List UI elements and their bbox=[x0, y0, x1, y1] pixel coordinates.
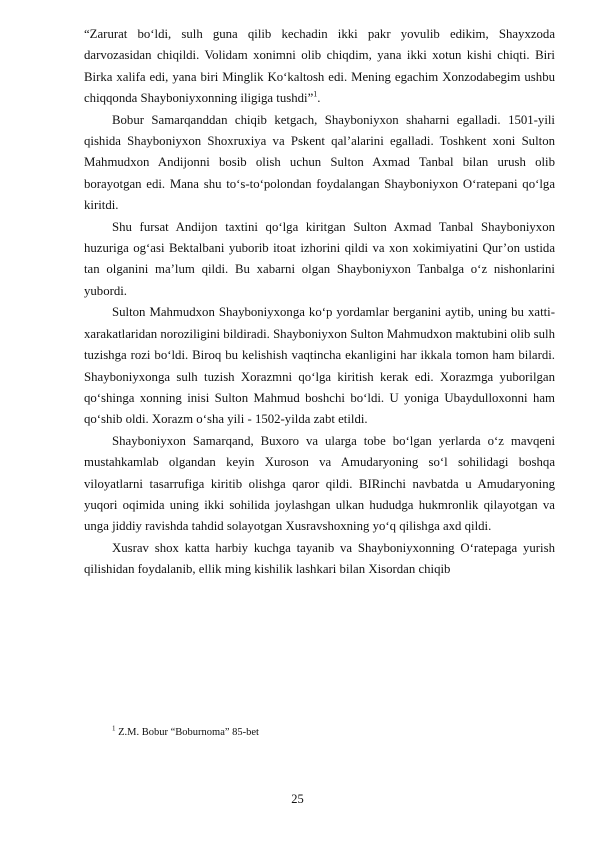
paragraph-5: Shayboniyxon Samarqand, Buxoro va ularga tobe bo‘lgan yerlarda o‘z mavqeni mustahkamlab olgandan keyin Xuroson va Amudaryoning so‘l sohilidagi boshqa viloyatlarni tasarrufiga kiritib olishga qaror qildi. BIRinchi navbatda u Amudaryoning yuqori oqimida uning ikki sohilida joylashgan ulkan hududga hukmronlik qilayotgan va unga jiddiy ravishda tahdid solayotgan Xusravshoxning yo‘q qilishga axd qildi. bbox=[84, 433, 555, 534]
document-body bbox=[84, 24, 555, 581]
paragraph-quote bbox=[84, 24, 555, 110]
paragraph-6: Xusrav shox katta harbiy kuchga tayanib va Shayboniyxonning O‘ratepaga yurish qilishidan foydalanib, ellik ming kishilik lashkari bilan Xisordan chiqib bbox=[84, 540, 555, 577]
paragraph-3: Shu fursat Andijon taxtini qo‘lga kiritgan Sulton Axmad Tanbal Shayboniyxon huzuriga og‘asi Bektalbani yuborib itoat izhorini qildi va xon xokimiyatini Qur’on ustida tan olganini ma’lum qildi. Bu xabarni olgan Shayboniyxon Tanbalga o‘z nishonlarini yubordi. bbox=[84, 219, 555, 298]
paragraph-2: Bobur Samarqanddan chiqib ketgach, Shayboniyxon shaharni egalladi. 1501-yili qishida Shayboniyxon Shoxruxiya va Pskent qal’alarini egalladi. Toshkent xoni Sulton Mahmudxon Andijonni bosib olish uchun Sulton Axmad Tanbal bilan urush olib borayotgan edi. Mana shu to‘s-to‘polondan foydalangan Shayboniyxon O‘ratepani qo‘lga kiritdi. bbox=[84, 112, 555, 213]
paragraph-quote-end: . bbox=[317, 91, 321, 106]
page-number: 25 bbox=[291, 792, 304, 806]
paragraph-quote-text: “Zarurat bo‘ldi, sulh guna qilib kechadin ikki pakr yovulib edikim, Shayxzoda darvozasidan chiqildi. Volidam xonimni olib chiqdim, yana ikki xotun kishi chiqti. Biri Birka xalifa edi, yana biri Minglik Ko‘kaltosh edi. Mening egachim Xonzodabegim ushbu chiqqonda Shayboniyxonning iligiga tushdi” bbox=[84, 27, 555, 106]
paragraph-4: Sulton Mahmudxon Shayboniyxonga ko‘p yordamlar berganini aytib, uning bu xatti-xarakatlaridan noroziligini bildiradi. Shayboniyxon Sulton Mahmudxon maktubini olib sulh tuzishga rozi bo‘ldi. Biroq bu kelishish vaqtincha ekanligini har ikkala tomon ham bilardi. Shayboniyxonga sulh tuzish Xorazmni qo‘lga kiritish kerak edi. Xorazmga yuborilgan qo‘shinga xonning inisi Sulton Mahmud boshchi bo‘ldi. U yoniga Ubaydulloxonni ham qo‘shib oldi. Xorazm o‘sha yili - 1502-yilda zabt etildi. bbox=[84, 305, 555, 427]
footnote-text: Z.M. Bobur “Boburnoma” 85-bet bbox=[115, 727, 259, 738]
footnote-marker: 1 bbox=[112, 724, 116, 733]
footnote-reference[interactable]: 1 bbox=[313, 89, 318, 99]
footnote bbox=[112, 726, 552, 740]
